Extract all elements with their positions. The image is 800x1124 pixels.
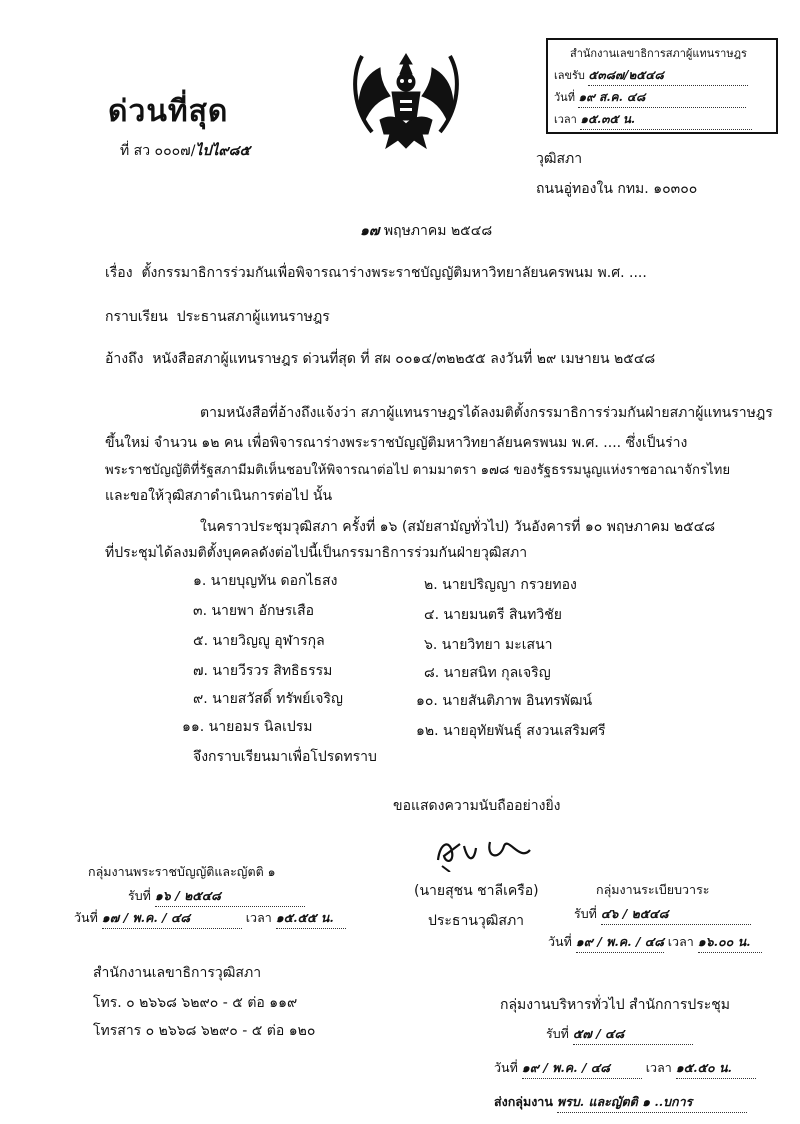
member-item: ๑๒. นายอุทัยพันธุ์ สงวนเสริมศรี <box>416 723 606 739</box>
receipt-stamp <box>546 38 778 134</box>
footer-office: สำนักงานเลขาธิการวุฒิสภา <box>93 965 262 981</box>
member-item: ๑๐. นายสันติภาพ อินทรพัฒน์ <box>416 693 593 709</box>
member-item: ๓. นายพา อักษรเสือ <box>193 603 315 619</box>
footer-tel: โทร. ๐ ๒๖๖๘ ๖๒๙๐ - ๕ ต่อ ๑๑๙ <box>93 995 298 1011</box>
footer-fax: โทรสาร ๐ ๒๖๖๘ ๖๒๙๐ - ๕ ต่อ ๑๒๐ <box>93 1023 316 1039</box>
para2-line: ที่ประชุมได้ลงมติตั้งบุคคลดังต่อไปนี้เป็นกรรมาธิการร่วมกันฝ่ายวุฒิสภา <box>105 545 528 561</box>
ref-text: หนังสือสภาผู้แทนราษฎร ด่วนที่สุด ที่ สผ ๐๐๑๔/๓๒๒๕๕ ลงวันที่ ๒๙ เมษายน ๒๕๔๘ <box>152 351 656 367</box>
receipt-date-value: ๑๙ ส.ค. ๔๘ <box>578 88 746 108</box>
receipt-office: สำนักงานเลขาธิการสภาผู้แทนราษฎร <box>570 47 747 60</box>
member-item: ๔. นายมนตรี สินทวิชัย <box>424 607 562 623</box>
stamp-bottom-recv-value: ๕๗ / ๔๘ <box>573 1024 693 1045</box>
para1-line: ขึ้นใหม่ จำนวน ๑๒ คน เพื่อพิจารณาร่างพระราชบัญญัติมหาวิทยาลัยนครพนม พ.ศ. .... ซึ่งเป็นร่าง <box>105 435 688 451</box>
to-label: กราบเรียน <box>105 309 168 325</box>
stamp-right-date-value: ๑๙ / พ.ค. / ๔๘ <box>576 932 664 953</box>
para1-line: พระราชบัญญัติที่รัฐสภามีมติเห็นชอบให้พิจารณาต่อไป ตามมาตรา ๑๗๘ ของรัฐธรรมนูญแห่งราชอาณาจักรไทย <box>105 463 731 478</box>
member-item: ๕. นายวิญญู อุฬารกุล <box>193 633 325 649</box>
doc-number-prefix: ที่ สว ๐๐๐๗/ <box>120 143 196 159</box>
letter-date-day: ๑๗ <box>360 223 380 239</box>
to-text: ประธานสภาผู้แทนราษฎร <box>176 309 330 325</box>
urgent-label: ด่วนที่สุด <box>108 94 229 129</box>
stamp-left-date-value: ๑๗ / พ.ค. / ๔๘ <box>102 908 242 929</box>
receipt-number-row <box>554 66 748 86</box>
stamp-left-date-label: วันที่ <box>74 910 98 925</box>
member-item: ๘. นายสนิท กุลเจริญ <box>424 665 551 681</box>
stamp-left-recv <box>128 886 305 907</box>
doc-number-hand: ไปไ๙๘๕ <box>195 143 251 159</box>
stamp-bottom-title: กลุ่มงานบริหารทั่วไป สำนักการประชุม <box>500 997 731 1013</box>
stamp-bottom-send-value: พรบ. และญัตติ ๑ ..บการ <box>557 1092 747 1113</box>
receipt-time-label: เวลา <box>554 113 577 126</box>
receipt-time-row <box>554 110 752 130</box>
stamp-bottom-date-value: ๑๙ / พ.ค. / ๔๘ <box>522 1058 642 1079</box>
receipt-time-value: ๑๕.๓๕ น. <box>580 110 752 130</box>
receipt-number-label: เลขรับ <box>554 69 585 82</box>
subject-label: เรื่อง <box>105 265 133 281</box>
stamp-bottom-time-value: ๑๕.๕๐ น. <box>676 1058 756 1079</box>
ref-label: อ้างถึง <box>105 351 144 367</box>
sender-line2: ถนนอู่ทองใน กทม. ๑๐๓๐๐ <box>536 181 698 197</box>
signer-title: ประธานวุฒิสภา <box>428 913 525 929</box>
stamp-right-time-label: เวลา <box>667 934 694 949</box>
member-item: ๖. นายวิทยา มะเสนา <box>424 637 553 653</box>
stamp-left-recv-label: รับที่ <box>128 888 151 903</box>
para1-line: ตามหนังสือที่อ้างถึงแจ้งว่า สภาผู้แทนราษฎรได้ลงมติตั้งกรรมาธิการร่วมกันฝ่ายสภาผู้แทนราษฎร <box>200 405 773 421</box>
receipt-date-row <box>554 88 746 108</box>
stamp-right-recv-label: รับที่ <box>574 906 597 921</box>
stamp-bottom-time-label: เวลา <box>645 1060 672 1075</box>
stamp-right-recv <box>574 904 751 925</box>
stamp-right-date <box>548 932 762 953</box>
member-item: ๙. นายสวัสดิ์ ทรัพย์เจริญ <box>193 691 343 707</box>
member-item: ๒. นายปริญญา กรวยทอง <box>424 577 577 593</box>
stamp-right-date-label: วันที่ <box>548 934 572 949</box>
subject-text: ตั้งกรรมาธิการร่วมกันเพื่อพิจารณาร่างพระราชบัญญัติมหาวิทยาลัยนครพนม พ.ศ. .... <box>141 265 647 281</box>
stamp-left-date <box>74 908 346 929</box>
doc-number <box>120 140 250 162</box>
letter-date <box>360 220 492 242</box>
receipt-date-label: วันที่ <box>554 91 575 104</box>
stamp-bottom-send <box>494 1092 747 1113</box>
member-item: ๗. นายวีรวร สิทธิธรรม <box>193 663 333 679</box>
stamp-left-time-value: ๑๕.๕๕ น. <box>276 908 346 929</box>
stamp-left-title: กลุ่มงานพระราชบัญญัติและญัตติ ๑ <box>88 864 276 879</box>
para2-line: ในคราวประชุมวุฒิสภา ครั้งที่ ๑๖ (สมัยสามัญทั่วไป) วันอังคารที่ ๑๐ พฤษภาคม ๒๕๔๘ <box>200 519 716 535</box>
stamp-right-time-value: ๑๖.๐๐ น. <box>698 932 762 953</box>
regards: ขอแสดงความนับถืออย่างยิ่ง <box>393 798 561 814</box>
to-line <box>105 306 330 328</box>
stamp-left-time-label: เวลา <box>245 910 272 925</box>
closing-line: จึงกราบเรียนมาเพื่อโปรดทราบ <box>193 749 377 765</box>
garuda-emblem <box>350 48 462 150</box>
signature-image <box>430 832 540 872</box>
stamp-bottom-recv-label: รับที่ <box>546 1026 569 1041</box>
stamp-right-recv-value: ๔๖ / ๒๕๔๘ <box>601 904 751 925</box>
ref-line <box>105 348 655 370</box>
letter-date-text: พฤษภาคม ๒๕๔๘ <box>383 223 493 239</box>
para1-line: และขอให้วุฒิสภาดำเนินการต่อไป นั้น <box>105 488 333 504</box>
member-item: ๑. นายบุญทัน ดอกไธสง <box>193 573 338 589</box>
stamp-bottom-date <box>494 1058 756 1079</box>
subject-line <box>105 262 647 284</box>
member-item: ๑๑. นายอมร นิลเปรม <box>182 719 313 735</box>
sender-line1: วุฒิสภา <box>536 151 583 167</box>
signer-name: (นายสุชน ชาลีเครือ) <box>414 883 539 899</box>
stamp-bottom-send-label: ส่งกลุ่มงาน <box>494 1094 553 1109</box>
receipt-number-value: ๕๓๘๗/๒๕๔๘ <box>588 66 748 86</box>
stamp-bottom-recv <box>546 1024 693 1045</box>
stamp-left-recv-value: ๑๖ / ๒๕๔๘ <box>155 886 305 907</box>
stamp-right-title: กลุ่มงานระเบียบวาระ <box>596 882 710 897</box>
stamp-bottom-date-label: วันที่ <box>494 1060 518 1075</box>
